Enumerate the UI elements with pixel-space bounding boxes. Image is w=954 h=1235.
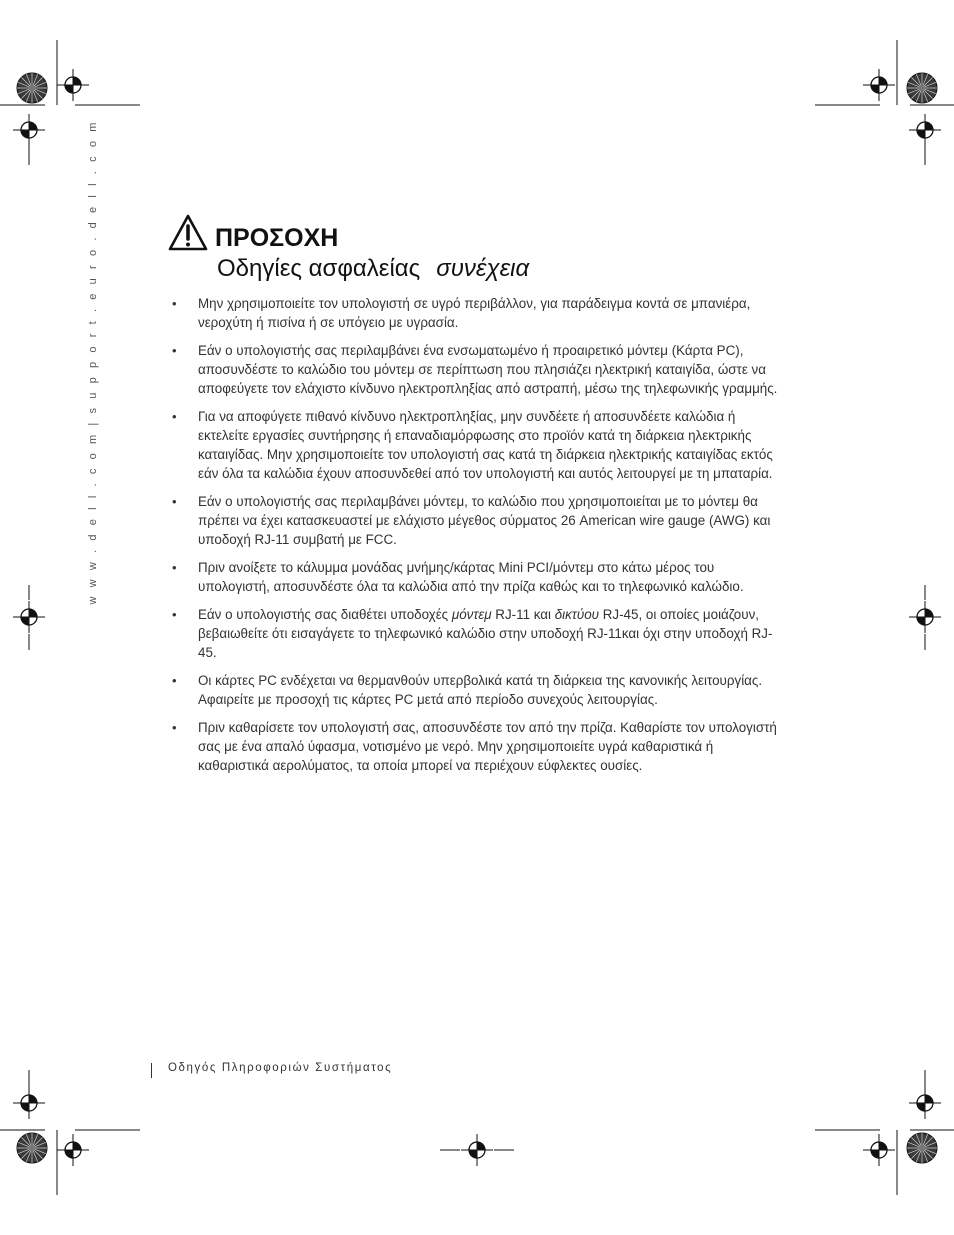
list-item xyxy=(170,718,780,775)
registration-mark-bottom-left xyxy=(57,1134,89,1166)
starburst-mark-bottom-right xyxy=(907,1133,937,1163)
starburst-mark-top-right xyxy=(907,73,937,103)
emphasis-modem: μόντεμ xyxy=(451,607,492,622)
list-item xyxy=(170,492,780,549)
bullet-icon: • xyxy=(172,296,177,311)
list-item xyxy=(170,558,780,596)
section-heading xyxy=(217,254,529,284)
registration-mark-middle-left xyxy=(13,601,45,633)
registration-mark-top-left xyxy=(57,69,89,101)
continued-label: συνέχεια xyxy=(436,255,530,282)
registration-mark-top-right xyxy=(863,69,895,101)
list-item xyxy=(170,407,780,483)
registration-mark-middle-right xyxy=(909,601,941,633)
registration-mark-bottom-left-upper xyxy=(13,1087,45,1119)
bullet-icon: • xyxy=(172,720,177,735)
list-item-text-part: RJ-45, οι οποίες μοιάζουν, βεβαιωθείτε ότι εισαγάγετε το τηλεφωνικό καλώδιο στην υποδοχή RJ-11και όχι στην υποδοχή RJ-45. xyxy=(198,607,773,660)
safety-instructions-list xyxy=(170,294,780,784)
bullet-icon: • xyxy=(172,673,177,688)
list-item-text-part: Εάν ο υπολογιστής σας διαθέτει υποδοχές xyxy=(198,607,452,622)
bullet-icon: • xyxy=(172,409,177,424)
starburst-mark-bottom-left xyxy=(17,1133,47,1163)
bullet-icon: • xyxy=(172,343,177,358)
list-item xyxy=(170,294,780,332)
bullet-icon: • xyxy=(172,560,177,575)
registration-mark-bottom-right xyxy=(863,1134,895,1166)
list-item-text: Πριν καθαρίσετε τον υπολογιστή σας, αποσυνδέστε τον από την πρίζα. Καθαρίστε τον υπολογιστή σας με ένα απαλό ύφασμα, νοτισμένο με νερό. Μην χρησιμοποιείτε υγρά καθαριστικά ή καθαριστικά αερολύματος, τα οποία μπορεί να περιέχουν εύφλεκτες ουσίες. xyxy=(198,720,777,773)
bullet-icon: • xyxy=(172,494,177,509)
side-website-url-text: w w w . d e l l . c o m | s u p p o r t . e u r o . d e l l . c o m xyxy=(87,119,99,605)
list-item-text: Πριν ανοίξετε το κάλυμμα μονάδας μνήμης/κάρτας Mini PCI/μόντεμ στο κάτω μέρος του υπολογιστή, αποσυνδέστε όλα τα καλώδια από την πρίζα καθώς και το τηλεφωνικό καλώδιο. xyxy=(198,560,744,594)
section-heading-text: Οδηγίες ασφαλείας xyxy=(217,255,421,282)
bullet-icon: • xyxy=(172,607,177,622)
list-item-text: Μην χρησιμοποιείτε τον υπολογιστή σε υγρό περιβάλλον, για παράδειγμα κοντά σε μπανιέρα, νεροχύτη ή πισίνα ή σε υπόγειο με υγρασία. xyxy=(198,296,751,330)
list-item-text: Για να αποφύγετε πιθανό κίνδυνο ηλεκτροπληξίας, μην συνδέετε ή αποσυνδέετε καλώδια ή εκτελείτε εργασίες συντήρησης ή επαναδιαμόρφωσης στο προϊόν κατά τη διάρκεια ηλεκτρικής καταιγίδας. Μην χρησιμοποιείτε τον υπολογιστή σας κατά τη διάρκεια ηλεκτρικής καταιγίδας εκτός εάν όλα τα καλώδια έχουν αποσυνδεθεί από τον υπολογιστή και αυτός λειτουργεί με τη μπαταρία. xyxy=(198,409,773,481)
registration-mark-top-left-lower xyxy=(13,114,45,146)
list-item xyxy=(170,671,780,709)
list-item-text: Οι κάρτες PC ενδέχεται να θερμανθούν υπερβολικά κατά τη διάρκεια της κανονικής λειτουργίας. Αφαιρείτε με προσοχή τις κάρτες PC μετά από περίοδο συνεχούς λειτουργίας. xyxy=(198,673,763,707)
caution-title: ΠΡΟΣΟΧΗ xyxy=(215,224,339,252)
registration-mark-bottom-center xyxy=(461,1134,493,1166)
starburst-mark-top-left xyxy=(17,73,47,103)
list-item-text: Εάν ο υπολογιστής σας περιλαμβάνει ένα ενσωματωμένο ή προαιρετικό μόντεμ (Κάρτα PC), αποσυνδέστε το καλώδιο του μόντεμ σε περίπτωση που πλησιάζει ηλεκτρική καταιγίδα, ώστε να αποφεύγετε τον ελάχιστο κίνδυνο ηλεκτροπληξίας από αστραπή, μέσω της τηλεφωνικής γραμμής. xyxy=(198,343,778,396)
footer-divider xyxy=(151,1063,152,1078)
list-item-text xyxy=(198,607,772,660)
list-item xyxy=(170,341,780,398)
list-item xyxy=(170,605,780,662)
list-item-text-part: RJ-11 και xyxy=(491,607,555,622)
emphasis-network: δικτύου xyxy=(554,607,600,622)
list-item-text: Εάν ο υπολογιστής σας περιλαμβάνει μόντεμ, το καλώδιο που χρησιμοποιείται με το μόντεμ θα πρέπει να έχει κατασκευαστεί με ελάχιστο μέγεθος σύρματος 26 American wire gauge (AWG) και υποδοχή RJ-11 συμβατή με FCC. xyxy=(198,494,771,547)
footer-guide-title: Οδηγός Πληροφοριών Συστήματος xyxy=(168,1062,393,1074)
registration-mark-bottom-right-upper xyxy=(909,1087,941,1119)
warning-triangle-icon xyxy=(168,214,208,252)
registration-mark-top-right-lower xyxy=(909,114,941,146)
